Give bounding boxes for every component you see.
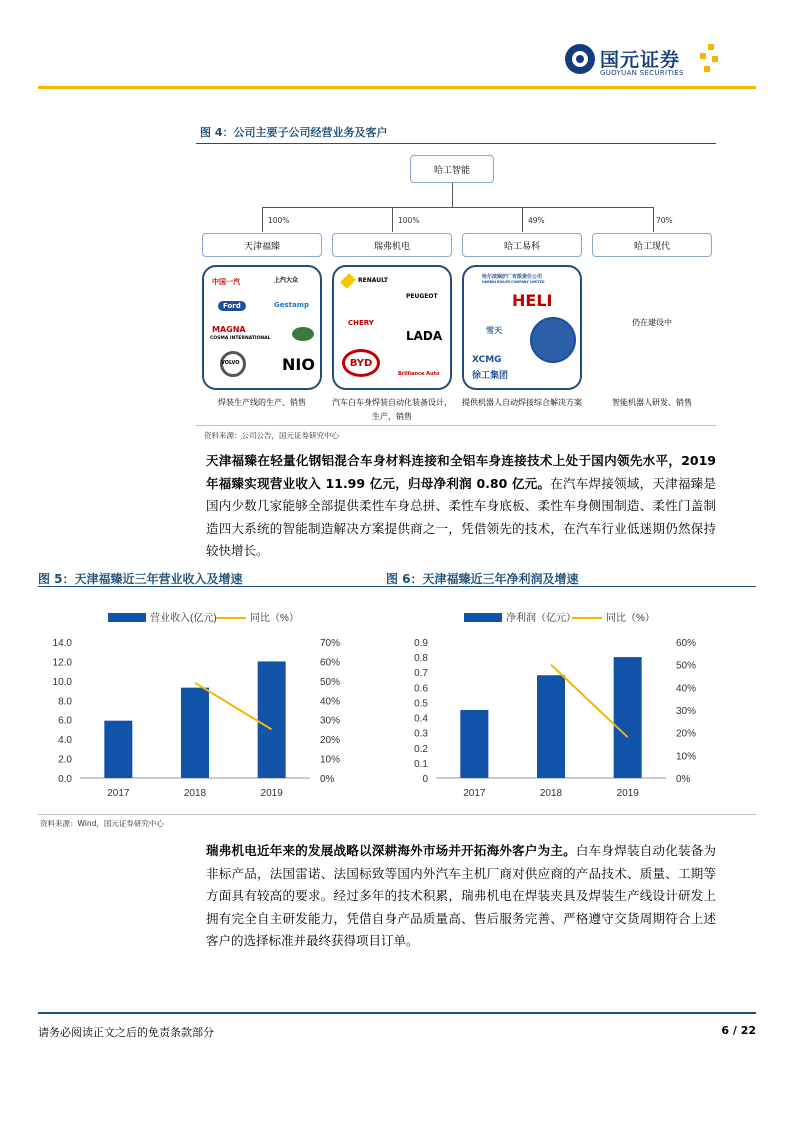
client-logo-gestamp: Gestamp (274, 301, 310, 309)
subsidiary-caption: 汽车白车身焊装自动化装备设计，生产，销售 (332, 398, 452, 421)
bar-2017 (460, 710, 488, 778)
client-logo-chery: CHERY (348, 319, 374, 327)
y2-tick-label: 60% (676, 638, 697, 649)
subsidiary-caption: 智能机器人研发、销售 (612, 398, 692, 407)
y-tick-label: 0.0 (58, 774, 72, 785)
org-connector (262, 207, 654, 208)
subsidiary-box-ruifu: 瑞弗机电 (332, 233, 452, 257)
brand-name: 国元证券 (600, 49, 681, 71)
org-connector (522, 207, 523, 232)
org-connector (262, 207, 263, 232)
charts-source: 资料来源：Wind，国元证券研究中心 (40, 819, 164, 828)
y2-tick-label: 10% (676, 751, 697, 763)
client-logo-peugeot: PEUGEOT (406, 293, 438, 300)
bar-2019 (258, 661, 286, 778)
y2-tick-label: 30% (676, 706, 697, 717)
y2-tick-label: 50% (320, 676, 341, 688)
y-tick-label: 0.7 (414, 668, 428, 680)
y-tick-label: 0.9 (414, 638, 428, 649)
x-tick-label: 2018 (539, 788, 563, 799)
paragraph2-text: 白车身焊装自动化装备为非标产品，法国雷诺、法国标致等国内外汽车主机厂商对供应商的产品技术、质量、工期等方面具有较高的要求。经过多年的技术积累，瑞弗机电在焊装夹具及焊装生产线设计研发上拥有完全自主研发能力，凭借自身产品质量高、售后服务完善、严格遵守交货周期符合上述客户的选择标准并最终获得项目订单。 (206, 843, 716, 948)
client-logo-magna: MAGNA (212, 325, 246, 334)
y-tick-label: 10.0 (52, 676, 72, 688)
y2-tick-label: 40% (676, 683, 697, 695)
y-tick-label: 0.6 (414, 683, 428, 695)
y-tick-label: 0.4 (414, 713, 428, 725)
landrover-logo-icon (292, 327, 314, 341)
ownership-pct: 70% (656, 216, 673, 225)
subsidiary-box-hyundai: 哈工现代 (592, 233, 712, 257)
legend-bar-swatch (464, 613, 502, 622)
paragraph2-bold: 瑞弗机电近年来的发展战略以深耕海外市场并开拓海外客户为主。 (206, 843, 576, 858)
y-tick-label: 2.0 (58, 754, 72, 766)
figure6-title: 图 6：天津福臻近三年净利润及增速 (386, 572, 579, 586)
client-logos-fuzhen (202, 265, 322, 390)
chart-net-profit (376, 596, 726, 806)
figure4-title-rule (196, 143, 716, 144)
client-logo-faw: 中国一汽 (212, 278, 240, 286)
x-tick-label: 2018 (183, 788, 207, 799)
figure5-title: 图 5：天津福臻近三年营业收入及增速 (38, 572, 243, 586)
client-logo-byd: BYD (342, 349, 380, 377)
org-connector (452, 183, 453, 207)
y2-tick-label: 0% (676, 774, 691, 785)
client-logo-harbin-cn: 哈尔滨锅炉厂有限责任公司 (482, 274, 543, 280)
client-logo-ford: Ford (218, 301, 246, 311)
body-paragraph-1 (206, 450, 716, 563)
header-divider (38, 86, 756, 89)
brand-dots-icon (700, 44, 720, 74)
subsidiary-caption: 提供机器人自动焊接综合解决方案 (462, 398, 582, 407)
body-paragraph-2 (206, 840, 716, 953)
client-logo-renault: RENAULT (358, 277, 388, 284)
x-tick-label: 2017 (463, 788, 486, 799)
legend-line-label: 同比（%） (250, 613, 299, 624)
org-connector (653, 207, 654, 232)
client-logo-cosma: COSMA INTERNATIONAL (210, 336, 271, 341)
y2-tick-label: 30% (320, 715, 341, 727)
bar-2018 (537, 675, 565, 778)
client-logo-volvo: VOLVO (221, 360, 240, 366)
ownership-pct: 100% (398, 216, 420, 225)
university-seal-icon (530, 317, 576, 363)
client-logo-lada: LADA (406, 329, 443, 343)
ownership-pct: 49% (528, 216, 545, 225)
client-logo-nio: NIO (282, 355, 315, 374)
client-logo-xuetian: 雪天 (486, 326, 502, 335)
y-tick-label: 0.2 (414, 743, 428, 755)
org-root-box: 哈工智能 (410, 155, 494, 183)
y-tick-label: 6.0 (58, 715, 72, 727)
hyundai-status: 仍在建设中 (632, 318, 672, 327)
client-logos-hyundai (592, 265, 712, 390)
subsidiary-caption: 焊装生产线的生产、销售 (218, 398, 306, 407)
legend-line-label: 同比（%） (606, 613, 655, 624)
y2-tick-label: 40% (320, 696, 341, 708)
client-logo-xcmg-cn: 徐工集团 (472, 371, 509, 381)
y-tick-label: 12.0 (52, 657, 72, 669)
y2-tick-label: 10% (320, 754, 341, 766)
legend-bar-label: 营业收入(亿元) (150, 613, 217, 624)
y-tick-label: 4.0 (58, 735, 72, 747)
bar-2018 (181, 688, 209, 778)
org-connector (392, 207, 393, 232)
bar-2019 (614, 657, 642, 778)
paragraph1-text: 在汽车焊接领域，天津福臻是国内少数几家能够全部提供柔性车身总拼、柔性车身底板、柔性车身侧围制造、柔性门盖制造四大系统的智能制造解决方案提供商之一，凭借领先的技术，在汽车行业低迷期仍然保持较快增长。 (206, 475, 716, 558)
client-logo-brilliance: Brilliance Auto (398, 371, 440, 377)
client-logos-yike (462, 265, 582, 390)
y2-tick-label: 60% (320, 657, 341, 669)
figure4-bottom-rule (196, 425, 716, 426)
y2-tick-label: 20% (320, 735, 341, 747)
bar-2017 (104, 721, 132, 778)
x-tick-label: 2019 (260, 788, 283, 799)
client-logo-xcmg: XCMG (472, 355, 502, 365)
footer-divider (38, 1012, 756, 1014)
renault-logo-icon (340, 273, 356, 289)
client-logo-harbin-en: HARBIN BOILER COMPANY LIMITED (482, 280, 545, 284)
y-tick-label: 0.5 (414, 698, 428, 710)
subsidiary-box-fuzhen: 天津福臻 (202, 233, 322, 257)
figure4-source: 资料来源：公司公告，国元证券研究中心 (204, 431, 339, 440)
chart-revenue (20, 596, 370, 806)
y-tick-label: 0.1 (414, 758, 428, 770)
brand-logo-icon (565, 44, 595, 74)
brand-name-en: GUOYUAN SECURITIES (600, 69, 684, 77)
x-tick-label: 2017 (107, 788, 130, 799)
y-tick-label: 0.3 (414, 728, 428, 740)
charts-title-rule (38, 586, 756, 587)
legend-bar-swatch (108, 613, 146, 622)
figure4-title: 图 4：公司主要子公司经营业务及客户 (200, 126, 388, 139)
y2-tick-label: 70% (320, 638, 341, 649)
y-tick-label: 14.0 (52, 638, 72, 649)
client-logo-svw: 上汽大众 (274, 277, 299, 284)
y-tick-label: 8.0 (58, 696, 72, 708)
paragraph1-bold: 天津福臻在轻量化钢铝混合车身材料连接和全铝车身连接技术上处于国内领先水平，2019 年福臻实现营业收入 11.99 亿元，归母净利润 0.80 亿元。 (206, 453, 716, 491)
y2-tick-label: 50% (676, 660, 697, 672)
footer-disclaimer: 请务必阅读正文之后的免责条款部分 (38, 1026, 214, 1039)
subsidiary-box-yike: 哈工易科 (462, 233, 582, 257)
page-number: 6 / 22 (721, 1024, 756, 1037)
legend-bar-label: 净利润（亿元） (506, 613, 576, 624)
client-logo-heli: HELI (512, 291, 553, 310)
x-tick-label: 2019 (616, 788, 639, 799)
y2-tick-label: 0% (320, 774, 335, 785)
ownership-pct: 100% (268, 216, 290, 225)
y-tick-label: 0.8 (414, 653, 428, 665)
y2-tick-label: 20% (676, 728, 697, 740)
y-tick-label: 0 (422, 774, 428, 785)
client-logos-ruifu (332, 265, 452, 390)
charts-bottom-rule (38, 814, 756, 815)
